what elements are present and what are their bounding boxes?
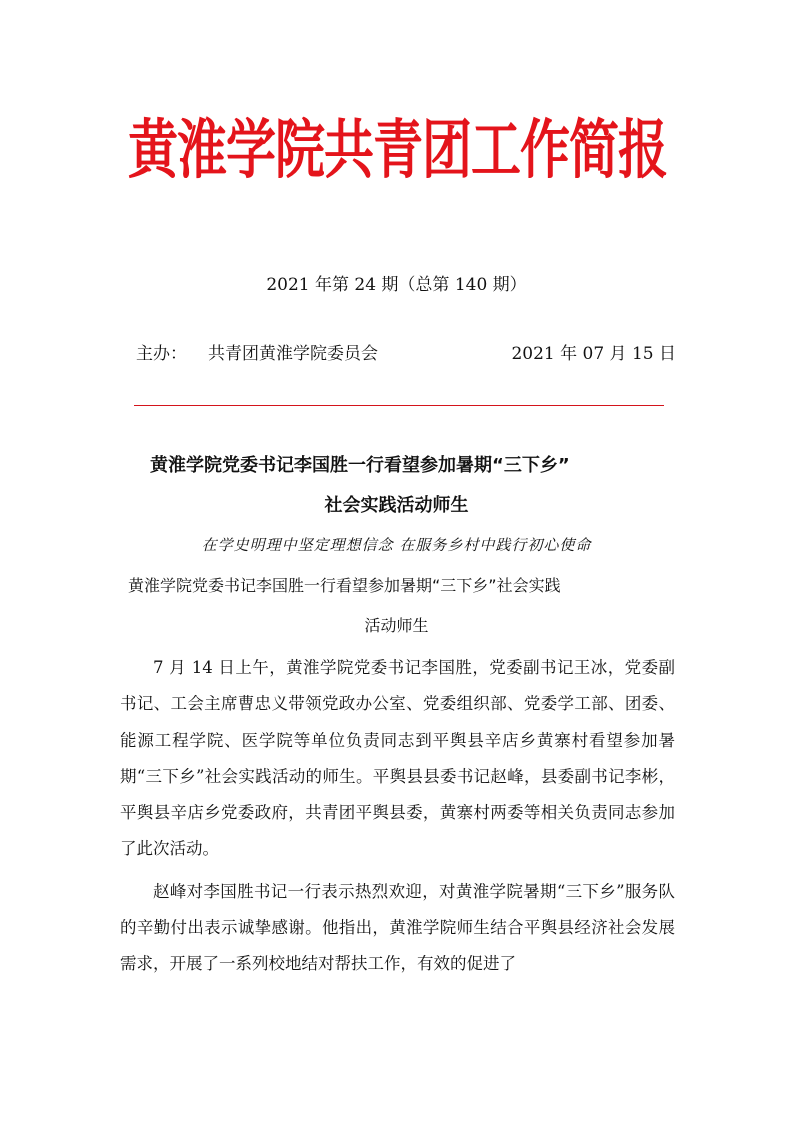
article-headline-line2: 社会实践活动师生 — [324, 495, 469, 516]
article-subtitle: 在学史明理中坚定理想信念 在服务乡村中践行初心使命 — [201, 536, 592, 554]
article-body — [120, 650, 675, 989]
red-divider — [134, 405, 664, 406]
sponsor-row — [136, 341, 676, 367]
article-sub-headline-line1: 黄淮学院党委书记李国胜一行看望参加暑期“三下乡”社会实践 — [128, 576, 561, 595]
issue-date: 2021 年 07 月 15 日 — [511, 344, 676, 364]
sponsor-name: 共青团黄淮学院委员会 — [208, 344, 378, 364]
issue-number: 2021 年第 24 期（总第 140 期） — [266, 275, 527, 295]
article-headline-line1: 黄淮学院党委书记李国胜一行看望参加暑期“三下乡” — [150, 455, 570, 476]
article-sub-headline-line2: 活动师生 — [364, 616, 429, 635]
article-paragraph-1: 7 月 14 日上午，黄淮学院党委书记李国胜，党委副书记王冰，党委副书记、工会主席曹忠义带领党政办公室、党委组织部、党委学工部、团委、能源工程学院、医学院等单位负责同志到平舆县辛店乡黄寨村看望参加暑期“三下乡”社会实践活动的师生。平舆县县委书记赵峰，县委副书记李彬，平舆县辛店乡党委政府，共青团平舆县委，黄寨村两委等相关负责同志参加了此次活动。 — [120, 658, 675, 859]
masthead-title: 黄淮学院共青团工作简报 — [128, 112, 667, 188]
sponsor-label: 主办： — [136, 344, 187, 364]
article-paragraph-2: 赵峰对李国胜书记一行表示热烈欢迎，对黄淮学院暑期“三下乡”服务队的辛勤付出表示诚挚感谢。他指出，黄淮学院师生结合平舆县经济社会发展需求，开展了一系列校地结对帮扶工作，有效的促进了 — [120, 881, 675, 974]
